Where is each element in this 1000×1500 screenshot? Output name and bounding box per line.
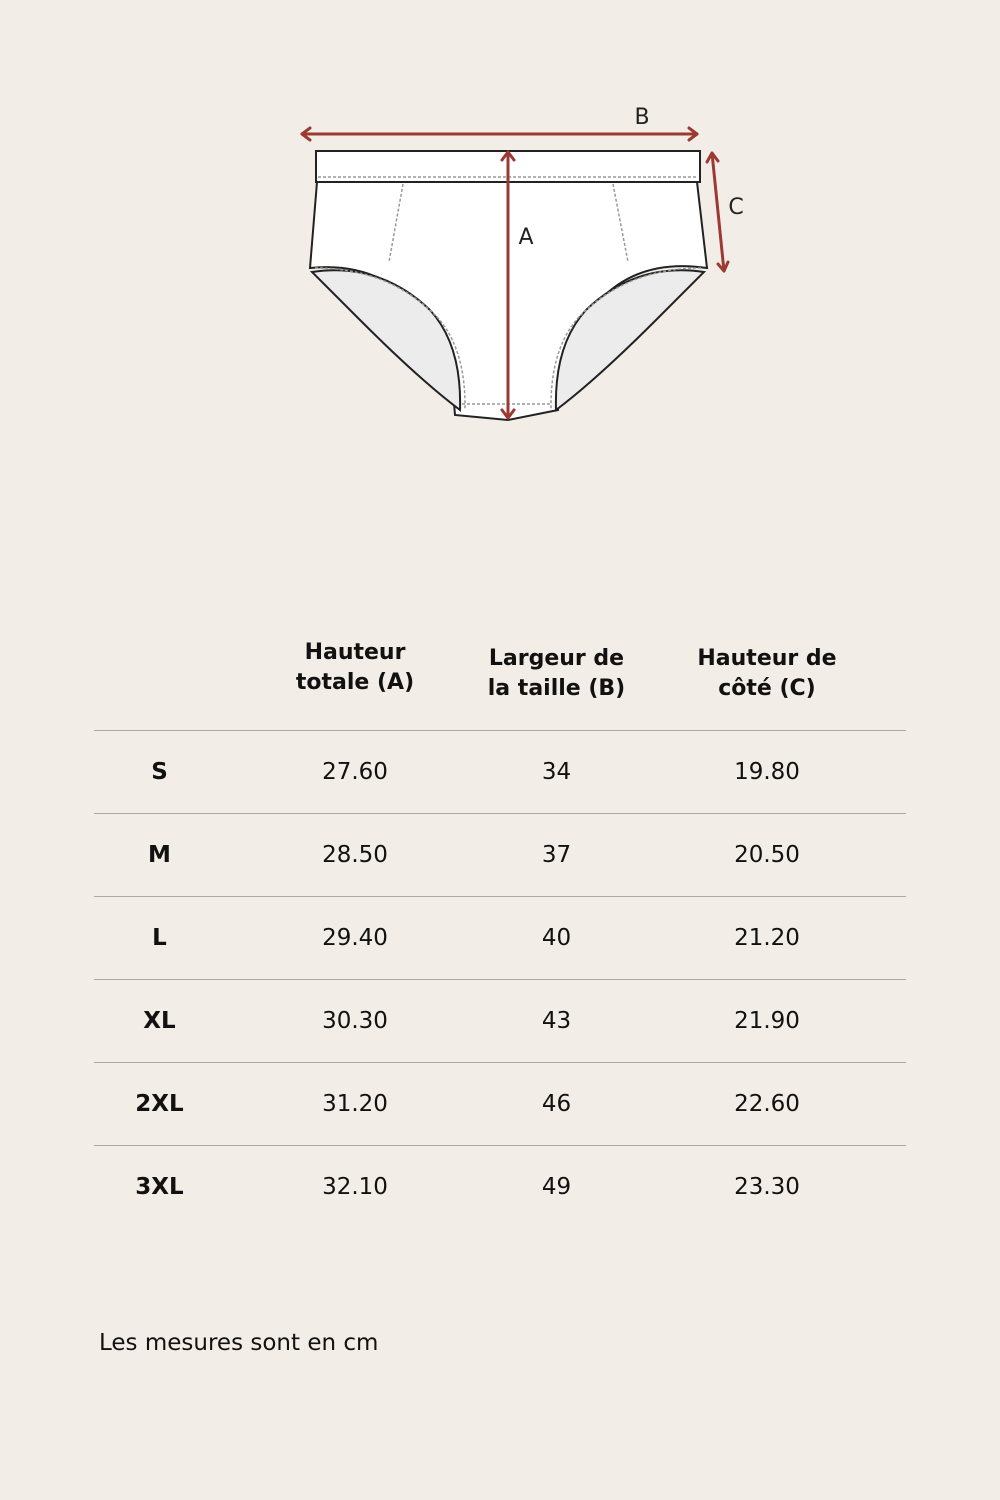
side-height-cell: 22.60	[734, 1091, 800, 1117]
side-height-cell: 21.20	[734, 925, 800, 951]
total-height-cell: 31.20	[322, 1091, 388, 1117]
table-row	[94, 731, 906, 814]
header-waist-width	[485, 636, 628, 730]
total-height-cell: 29.40	[322, 925, 388, 951]
waist-width-cell: 46	[541, 1091, 572, 1117]
table-row	[94, 814, 906, 897]
total-height-cell: 32.10	[322, 1174, 388, 1200]
size-cell: S	[151, 759, 168, 785]
waist-width-cell: 49	[541, 1174, 572, 1200]
size-cell: XL	[143, 1008, 176, 1034]
arrow-c	[707, 153, 728, 271]
side-height-cell: 21.90	[734, 1008, 800, 1034]
table-row	[94, 1146, 906, 1228]
table-row	[94, 1063, 906, 1146]
header-side-height	[628, 636, 906, 730]
table-header	[94, 636, 906, 731]
header-line: Largeur de	[488, 646, 625, 671]
header-line: totale (A)	[295, 670, 415, 695]
total-height-cell: 28.50	[322, 842, 388, 868]
waist-width-cell: 37	[541, 842, 572, 868]
header-size	[94, 636, 225, 730]
total-height-cell: 30.30	[322, 1008, 388, 1034]
table-row	[94, 980, 906, 1063]
header-line: côté (C)	[718, 676, 816, 701]
side-height-cell: 19.80	[734, 759, 800, 785]
header-line: Hauteur de	[697, 646, 837, 671]
waist-width-cell: 34	[541, 759, 572, 785]
header-line: la taille (B)	[487, 676, 626, 701]
side-height-cell: 20.50	[734, 842, 800, 868]
size-cell: 2XL	[135, 1091, 184, 1117]
briefs-measurement-diagram	[0, 0, 1000, 460]
size-table	[94, 636, 906, 1228]
label-c: C	[728, 195, 744, 220]
header-total-height	[225, 636, 485, 730]
table-row	[94, 897, 906, 980]
waist-width-cell: 40	[541, 925, 572, 951]
waist-width-cell: 43	[541, 1008, 572, 1034]
label-a: A	[518, 225, 534, 250]
size-cell: L	[152, 925, 167, 951]
header-line: Hauteur	[304, 640, 406, 665]
units-footnote: Les mesures sont en cm	[99, 1330, 379, 1356]
side-height-cell: 23.30	[734, 1174, 800, 1200]
total-height-cell: 27.60	[322, 759, 388, 785]
size-cell: 3XL	[135, 1174, 184, 1200]
size-cell: M	[148, 842, 171, 868]
label-b: B	[634, 105, 650, 130]
